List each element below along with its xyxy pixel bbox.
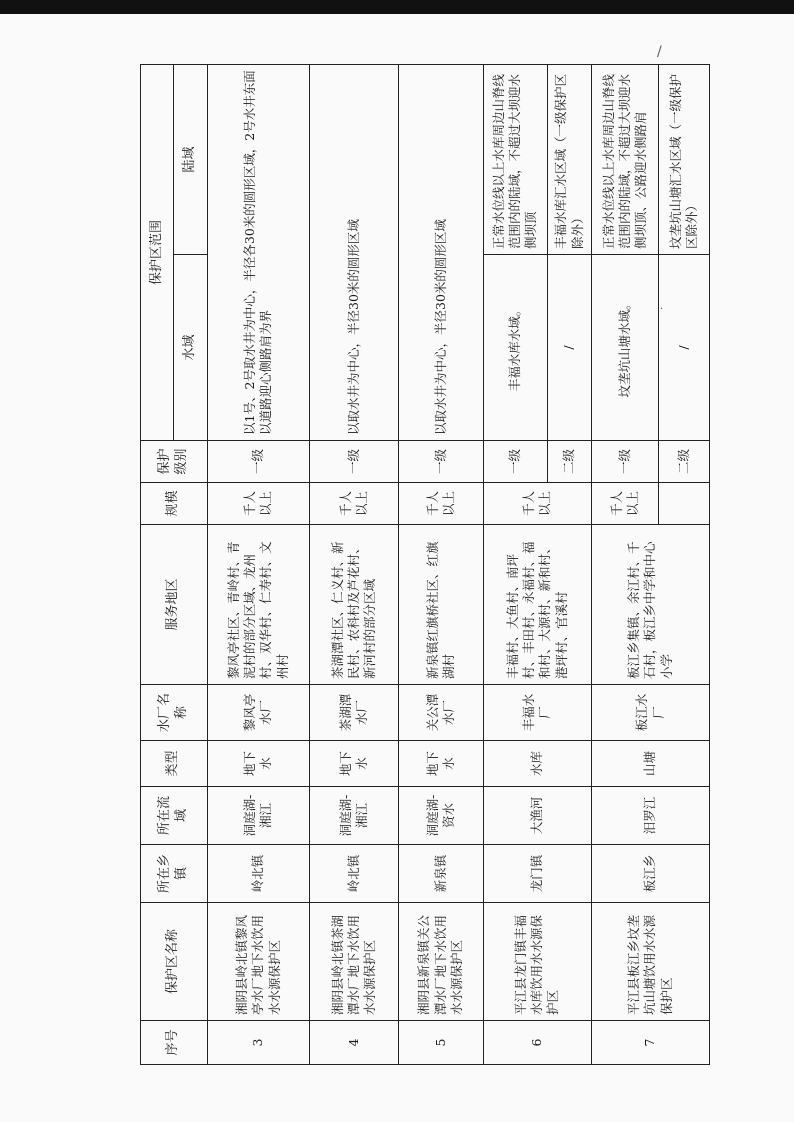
cell-basin: 大渔河	[483, 787, 591, 845]
protection-zone-table	[140, 64, 710, 1065]
cell-town: 新泉镇	[399, 845, 484, 903]
cell-type: 山塘	[592, 741, 710, 787]
cell-level: 一级	[399, 441, 484, 483]
table-row	[310, 64, 399, 1064]
cell-level: 一级	[483, 441, 548, 483]
cell-basin: 洞庭湖-湘江	[207, 787, 309, 845]
cell-service: 新泉镇红旗桥社区、红旗湖村	[399, 525, 484, 685]
cell-seq: 4	[310, 1021, 399, 1065]
cell-level: 一级	[207, 441, 309, 483]
header-town: 所在乡镇	[141, 845, 208, 903]
cell-type: 水库	[483, 741, 591, 787]
cell-seq: 5	[399, 1021, 484, 1065]
cell-basin: 汨罗江	[592, 787, 710, 845]
scan-speck: /	[657, 44, 662, 60]
header-level: 保护级别	[141, 441, 208, 483]
cell-type: 地下水	[399, 741, 484, 787]
cell-water: 丰福水库水域。	[483, 255, 548, 441]
cell-type: 地下水	[310, 741, 399, 787]
header-basin: 所在流域	[141, 787, 208, 845]
cell-plant: 关公潭水厂	[399, 685, 484, 741]
cell-land: 正常水位线以上水库周边山脊线范围内的陆域，不超过大坝迎水侧坝顶、公路迎水侧路肩	[592, 64, 659, 254]
cell-name: 湘阴县新泉镇关公潭水厂地下水饮用水水源保护区	[399, 903, 484, 1021]
header-plant: 水厂名称	[141, 685, 208, 741]
cell-land: 坟垄坑山塘汇水区域（一级保护区除外）	[658, 64, 709, 254]
cell-town: 岭北镇	[310, 845, 399, 903]
cell-level: 二级	[658, 441, 709, 483]
cell-name: 湘阴县岭北镇茶湖潭水厂地下水饮用水水源保护区	[310, 903, 399, 1021]
cell-basin: 洞庭湖-资水	[399, 787, 484, 845]
cell-name: 平江县龙门镇丰福水库饮用水水源保护区	[483, 903, 591, 1021]
cell-land: 丰福水库汇水区域（一级保护区除外）	[548, 64, 592, 254]
cell-scale: 千人以上	[207, 483, 309, 525]
cell-town: 龙门镇	[483, 845, 591, 903]
cell-town: 板江乡	[592, 845, 710, 903]
cell-plant: 黎风亭水厂	[207, 685, 309, 741]
cell-plant: 茶湖潭水厂	[310, 685, 399, 741]
scan-speck: ·	[660, 304, 664, 315]
cell-basin: 洞庭湖-湘江	[310, 787, 399, 845]
cell-name: 平江县板江乡坟垄坑山塘饮用水水源保护区	[592, 903, 710, 1021]
cell-water: 坟垄坑山塘水域。	[592, 255, 659, 441]
cell-plant: 板江水厂	[592, 685, 710, 741]
cell-level: 一级	[592, 441, 659, 483]
cell-scale: 千人以上	[399, 483, 484, 525]
cell-name: 湘阴县岭北镇黎风亭水厂地下水饮用水水源保护区	[207, 903, 309, 1021]
header-seq: 序号	[141, 1021, 208, 1065]
cell-seq: 3	[207, 1021, 309, 1065]
cell-scale: 千人以上	[310, 483, 399, 525]
cell-land: 正常水位线以上水库周边山脊线范围内的陆域，不超过大坝迎水侧坝顶	[483, 64, 548, 254]
cell-plant: 丰福水厂	[483, 685, 591, 741]
cell-water-land: 以1号、2号取水井为中心，半径各30米的圆形区域，2号水井东面以道路迎心侧路肩为界	[207, 64, 309, 440]
cell-seq: 7	[592, 1021, 710, 1065]
header-name: 保护区名称	[141, 903, 208, 1021]
table-row	[399, 64, 484, 1064]
header-service: 服务地区	[141, 525, 208, 685]
header-land: 陆域	[174, 64, 207, 254]
cell-type: 地下水	[207, 741, 309, 787]
scan-top-edge	[0, 0, 794, 14]
cell-level: 二级	[548, 441, 592, 483]
cell-scale: 千人以上	[483, 483, 591, 525]
table-row	[207, 64, 309, 1064]
table-row	[483, 64, 548, 1064]
cell-water-land: 以取水井为中心，半径30米的圆形区域	[399, 64, 484, 440]
cell-seq: 6	[483, 1021, 591, 1065]
cell-service: 板江乡集镇、余江村、千石村，板江乡中学和中心小学	[592, 525, 710, 685]
cell-service: 茶湖潭社区、仁义村、新民村、农科村及芦花村、新河村的部分区域	[310, 525, 399, 685]
table-row	[592, 64, 659, 1064]
header-scale: 规模	[141, 483, 208, 525]
cell-water: /	[548, 255, 592, 441]
header-type: 类型	[141, 741, 208, 787]
cell-service: 丰福村、大鱼村、南坪村、丰田村、永福村、福和村、大源村、新和村、港坪村、官溪村	[483, 525, 591, 685]
cell-level: 一级	[310, 441, 399, 483]
cell-water: /	[658, 255, 709, 441]
header-row	[141, 64, 174, 1064]
header-range: 保护区范围	[141, 64, 174, 440]
cell-scale: 千人以上	[592, 483, 659, 525]
header-water: 水域	[174, 255, 207, 441]
rotated-table-wrapper	[140, 65, 710, 1065]
cell-service: 黎风亭社区、青岭村、青泥村的部分区域、龙州村、双华村、仁寿村、文州村	[207, 525, 309, 685]
cell-scale-empty	[658, 483, 709, 525]
cell-town: 岭北镇	[207, 845, 309, 903]
cell-water-land: 以取水井为中心，半径30米的圆形区域	[310, 64, 399, 440]
